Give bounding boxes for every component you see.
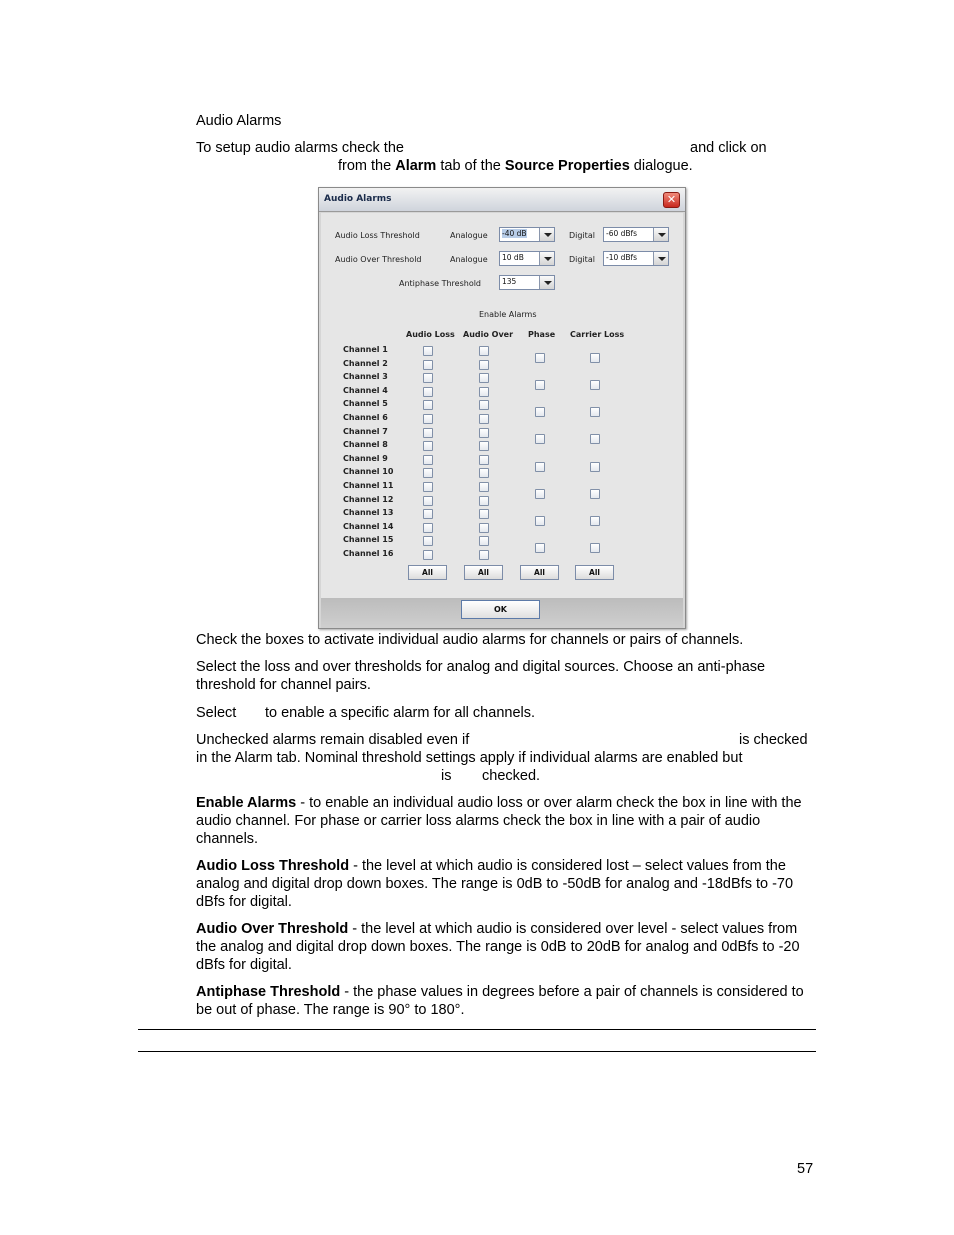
checkbox-audio-over[interactable] [479,387,489,397]
channel-label: Channel 7 [343,426,388,436]
checkbox-audio-loss[interactable] [423,428,433,438]
checkbox-audio-loss[interactable] [423,496,433,506]
col-carrier-loss: Carrier Loss [570,330,625,339]
loss-analogue-label: Analogue [450,231,488,240]
col-audio-over: Audio Over [463,330,514,339]
checkbox-audio-over[interactable] [479,360,489,370]
over-analogue-label: Analogue [450,255,488,264]
checkbox-audio-loss[interactable] [423,509,433,519]
checkbox-phase[interactable] [535,380,545,390]
channel-label: Channel 4 [343,385,388,395]
loss-digital-label: Digital [569,231,595,240]
para-unchecked-3b: checked. [482,768,541,784]
dropdown-value: -10 dBfs [606,253,638,262]
antiphase-threshold-label: Antiphase Threshold [399,279,482,288]
channel-label: Channel 15 [343,535,394,545]
para-select-all-b: to enable a specific alarm for all channels. [265,705,536,721]
checkbox-carrier-loss[interactable] [590,516,600,526]
checkbox-carrier-loss[interactable] [590,407,600,417]
channel-label: Channel 5 [343,399,388,409]
checkbox-audio-over[interactable] [479,550,489,560]
para-unchecked-2: in the Alarm tab. Nominal threshold settings apply if individual alarms are enabled but [196,750,743,766]
col-audio-loss: Audio Loss [406,330,455,339]
checkbox-audio-over[interactable] [479,455,489,465]
checkbox-phase[interactable] [535,543,545,553]
chevron-down-icon[interactable] [539,252,554,265]
dropdown-value: 10 dB [502,253,524,262]
checkbox-audio-over[interactable] [479,414,489,424]
checkbox-audio-loss[interactable] [423,441,433,451]
checkbox-audio-over[interactable] [479,536,489,546]
checkbox-phase[interactable] [535,516,545,526]
setup-text-2: from the Alarm tab of the Source Properties dialogue. [338,158,693,174]
dialog-title: Audio Alarms [324,194,392,204]
antiphase-dropdown[interactable] [499,275,555,290]
col-phase: Phase [528,330,556,339]
over-digital-label: Digital [569,255,595,264]
channel-label: Channel 2 [343,358,388,368]
checkbox-audio-loss[interactable] [423,346,433,356]
over-threshold-label: Audio Over Threshold [335,255,422,264]
dialog-body [321,213,683,598]
checkbox-audio-over[interactable] [479,400,489,410]
channel-label: Channel 8 [343,440,388,450]
over-analogue-dropdown[interactable] [499,251,555,266]
checkbox-phase[interactable] [535,353,545,363]
loss-digital-dropdown[interactable] [603,227,669,242]
checkbox-audio-over[interactable] [479,496,489,506]
checkbox-audio-over[interactable] [479,441,489,451]
checkbox-audio-over[interactable] [479,482,489,492]
para-audio-loss-threshold: Audio Loss Threshold - the level at which audio is considered lost – select values from the analog and digital drop down boxes. The range is 0dB to -50dB for analog and -18dBfs to -70 dBfs for digital. [196,858,794,910]
para-antiphase-threshold: Antiphase Threshold - the phase values in degrees before a pair of channels is considered to be out of phase. The range is 90° to 180°. [196,984,804,1018]
para-unchecked-1b: is checked [739,732,808,748]
checkbox-audio-over[interactable] [479,509,489,519]
checkbox-audio-over[interactable] [479,523,489,533]
chevron-down-icon[interactable] [539,228,554,241]
checkbox-audio-over[interactable] [479,346,489,356]
checkbox-phase[interactable] [535,462,545,472]
audio-alarms-dialog [318,187,686,629]
channel-label: Channel 12 [343,494,394,504]
checkbox-phase[interactable] [535,489,545,499]
channel-label: Channel 1 [343,345,388,354]
channel-label: Channel 3 [343,372,388,382]
channel-label: Channel 6 [343,413,388,422]
dropdown-value: -40 dB [502,229,527,238]
para-select-thresholds-2: threshold for channel pairs. [196,677,371,693]
para-enable-alarms: Enable Alarms - to enable an individual audio loss or over alarm check the box in line with the audio channel. For phase or carrier loss alarms check the box in line with a pair of audio channels. [196,795,802,847]
checkbox-phase[interactable] [535,434,545,444]
checkbox-audio-over[interactable] [479,428,489,438]
section-heading: Audio Alarms [196,113,282,129]
checkbox-audio-loss[interactable] [423,523,433,533]
loss-threshold-label: Audio Loss Threshold [335,231,420,240]
checkbox-audio-loss[interactable] [423,482,433,492]
ok-button[interactable]: OK [461,600,540,619]
checkbox-carrier-loss[interactable] [590,434,600,444]
enable-alarms-heading: Enable Alarms [479,310,537,319]
checkbox-audio-loss[interactable] [423,360,433,370]
close-icon[interactable]: ✕ [663,192,680,208]
checkbox-audio-loss[interactable] [423,400,433,410]
over-digital-dropdown[interactable] [603,251,669,266]
para-select-thresholds-1: Select the loss and over thresholds for analog and digital sources. Choose an anti-phase [196,659,766,675]
checkbox-audio-loss[interactable] [423,455,433,465]
chevron-down-icon[interactable] [539,276,554,289]
channel-label: Channel 9 [343,453,388,463]
all-phase-button[interactable]: All [520,565,559,580]
page-number: 57 [797,1161,814,1177]
dropdown-value: -60 dBfs [606,229,638,238]
checkbox-carrier-loss[interactable] [590,462,600,472]
para-check-boxes: Check the boxes to activate individual audio alarms for channels or pairs of channels. [196,632,744,648]
para-select-all-a: Select [196,705,237,721]
channel-label: Channel 10 [343,467,394,477]
checkbox-audio-over[interactable] [479,468,489,478]
checkbox-audio-over[interactable] [479,373,489,383]
checkbox-audio-loss[interactable] [423,536,433,546]
all-carrier-loss-button[interactable]: All [575,565,614,580]
checkbox-carrier-loss[interactable] [590,543,600,553]
setup-text-1b: and click on [690,140,767,156]
all-audio-over-button[interactable]: All [464,565,503,580]
para-unchecked-3a: is [441,768,452,784]
divider [138,1029,816,1030]
channel-label: Channel 13 [343,508,394,518]
checkbox-audio-loss[interactable] [423,468,433,478]
checkbox-audio-loss[interactable] [423,373,433,383]
divider [138,1051,816,1052]
para-audio-over-threshold: Audio Over Threshold - the level at which audio is considered over level - select values from the analog and digital drop down boxes. The range is 0dB to 20dB for analog and 0dBfs to -20 dBfs for digital. [196,921,800,973]
channel-label: Channel 14 [343,521,394,531]
loss-analogue-dropdown[interactable] [499,227,555,242]
dialog-title-bar [319,188,685,212]
checkbox-carrier-loss[interactable] [590,380,600,390]
checkbox-audio-loss[interactable] [423,550,433,560]
dropdown-value: 135 [502,277,517,286]
checkbox-carrier-loss[interactable] [590,489,600,499]
chevron-down-icon[interactable] [653,228,668,241]
setup-text-1a: To setup audio alarms check the [196,140,404,156]
channel-label: Channel 16 [343,549,394,558]
checkbox-carrier-loss[interactable] [590,353,600,363]
chevron-down-icon[interactable] [653,252,668,265]
para-unchecked-1a: Unchecked alarms remain disabled even if [196,732,470,748]
all-audio-loss-button[interactable]: All [408,565,447,580]
channel-label: Channel 11 [343,481,394,490]
checkbox-audio-loss[interactable] [423,387,433,397]
checkbox-phase[interactable] [535,407,545,417]
checkbox-audio-loss[interactable] [423,414,433,424]
